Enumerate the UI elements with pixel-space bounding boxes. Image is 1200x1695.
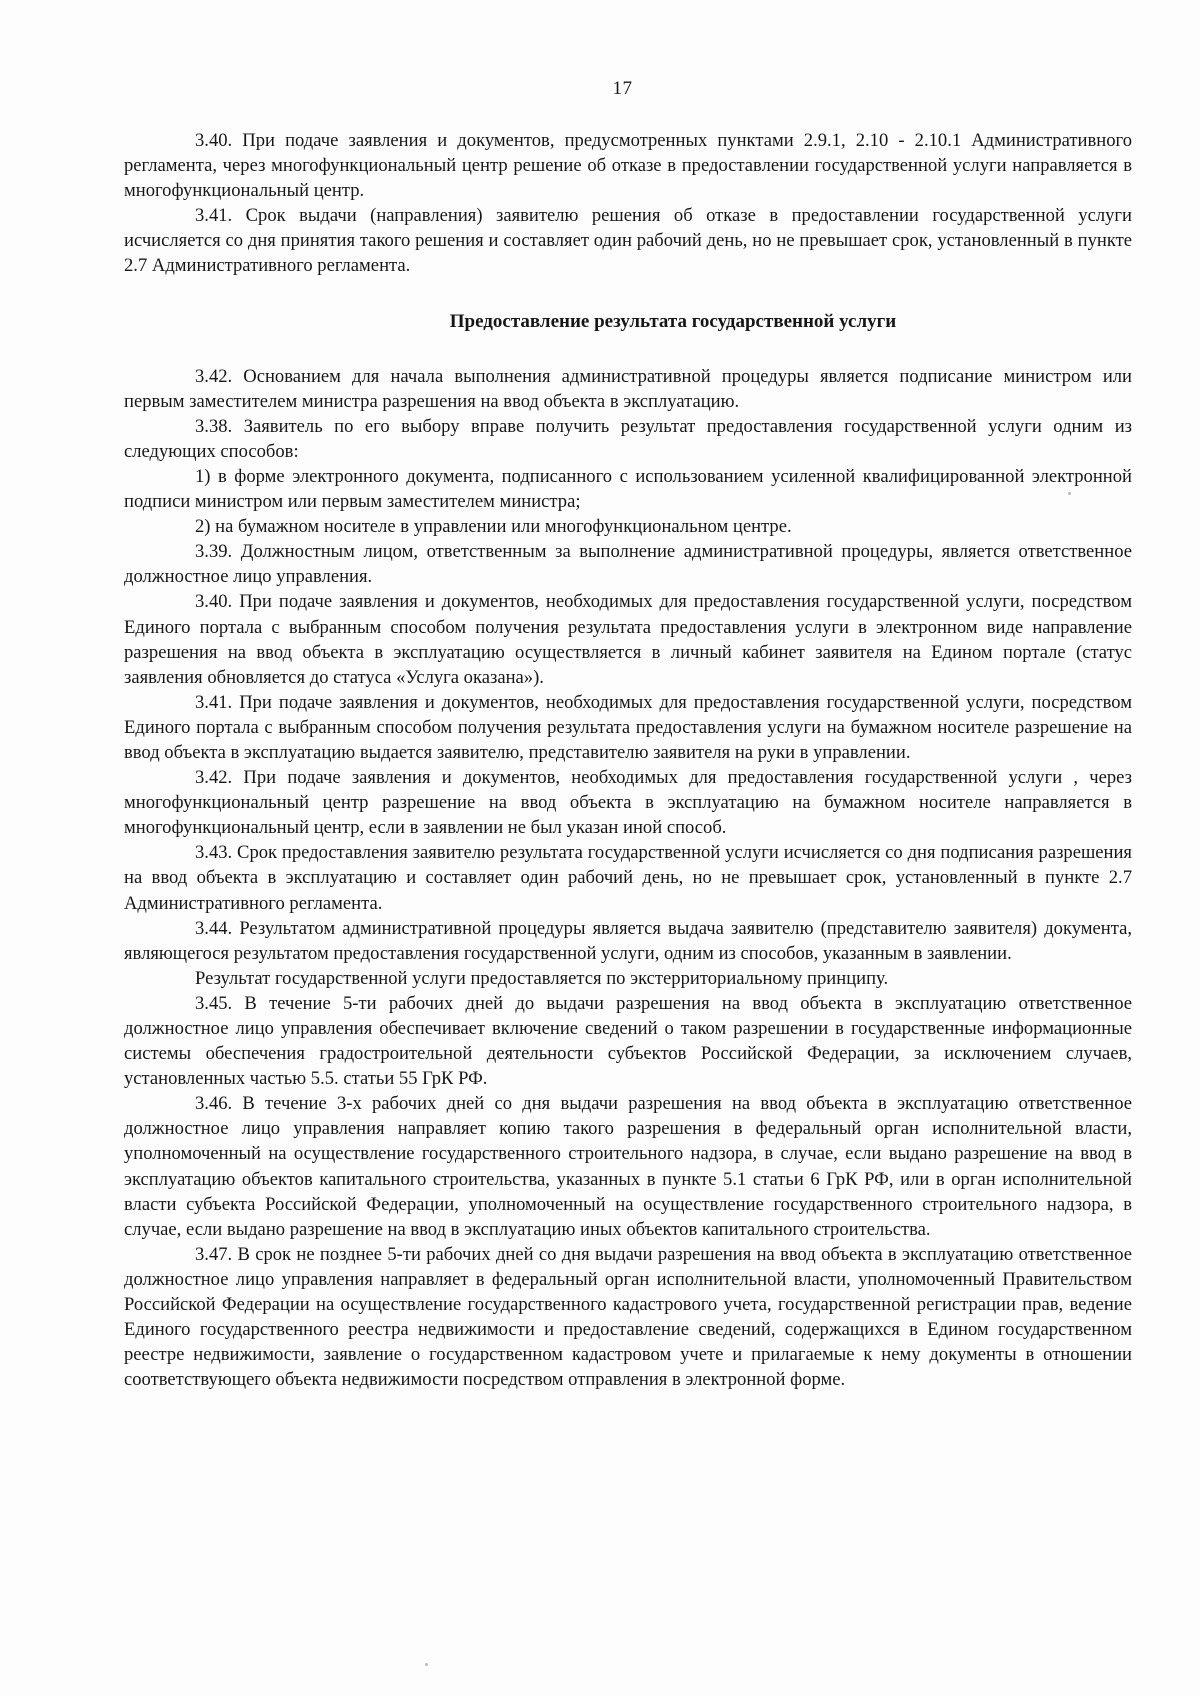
paragraph-3-47: 3.47. В срок не позднее 5-ти рабочих дней со дня выдачи разрешения на ввод объекта в эксплуатацию ответственное должностное лицо управления направляет в федеральный орган исполнительной власти, уполномоченный Правительством Российской Федерации на осуществление государственного кадастрового учета, государственной регистрации прав, ведение Единого государственного реестра недвижимости и предоставление сведений, содержащихся в Едином государственном реестре недвижимости, заявление о государственном кадастровом учете и прилагаемые к нему документы в отношении соответствующего объекта недвижимости посредством отправления в электронной форме. [124, 1243, 1132, 1391]
paragraph-3-38: 3.38. Заявитель по его выбору вправе получить результат предоставления государственной услуги одним из следующих способов: [124, 415, 1132, 462]
document-body [124, 128, 1132, 1392]
section-heading: Предоставление результата государственной услуги [449, 310, 897, 332]
scan-speck [425, 1663, 428, 1666]
scan-speck [1068, 492, 1071, 495]
paragraph-3-45: 3.45. В течение 5-ти рабочих дней до выдачи разрешения на ввод объекта в эксплуатацию ответственное должностное лицо управления обеспечивает включение сведений о таком разрешении в государственные информационные системы обеспечения градостроительной деятельности субъектов Российской Федерации, за исключением случаев, установленных частью 5.5. статьи 55 ГрК РФ. [124, 992, 1132, 1090]
paragraph-extraterritorial: Результат государственной услуги предоставляется по экстерриториальному принципу. [195, 967, 889, 989]
paragraph-3-42: 3.42. При подаче заявления и документов, необходимых для предоставления государственной услуги , через многофункциональный центр разрешение на ввод объекта в эксплуатацию на бумажном носителе направляется в многофункциональный центр, если в заявлении не был указан иной способ. [124, 767, 1132, 839]
paragraph-3-46: 3.46. В течение 3-х рабочих дней со дня выдачи разрешения на ввод объекта в эксплуатацию ответственное должностное лицо управления направляет копию такого разрешения в федеральный орган исполнительной власти, уполномоченный на осуществление государственного строительного надзора, в случае, если выдано разрешение на ввод в эксплуатацию объектов капитального строительства, указанных в пункте 5.1 статьи 6 ГрК РФ, или в орган исполнительной власти субъекта Российской Федерации, уполномоченный на осуществление государственного строительного надзора, в случае, если выдано разрешение на ввод в эксплуатацию иных объектов капитального строительства. [124, 1093, 1132, 1240]
paragraph-3-41: 3.41. При подаче заявления и документов, необходимых для предоставления государственной услуги, посредством Единого портала с выбранным способом получения результата предоставления услуги на бумажном носителе разрешение на ввод объекта в эксплуатацию выдается заявителю, представителю заявителя на руки в управлении. [124, 691, 1132, 763]
list-item-electronic: 1) в форме электронного документа, подписанного с использованием усиленной квалифицированной электронной подписи министром или первым заместителем министра; [124, 465, 1132, 513]
paragraph-3-43: 3.43. Срок предоставления заявителю результата государственной услуги исчисляется со дня подписания разрешения на ввод объекта в эксплуатацию и составляет один рабочий день, но не превышает срок, установленный в пункте 2.7 Административного регламента. [124, 842, 1132, 914]
paragraph-3-41-intro: 3.41. Срок выдачи (направления) заявителю решения об отказе в предоставлении государственной услуги исчисляется со дня принятия такого решения и составляет один рабочий день, но не превышает срок, установленный в пункте 2.7 Административного регламента. [124, 205, 1132, 277]
list-item-paper: 2) на бумажном носителе в управлении или многофункциональном центре. [195, 516, 792, 538]
paragraph-3-42-basis: 3.42. Основанием для начала выполнения административной процедуры является подписание министром или первым заместителем министра разрешения на ввод объекта в эксплуатацию. [124, 365, 1132, 412]
paragraph-3-40-intro: 3.40. При подаче заявления и документов, предусмотренных пунктами 2.9.1, 2.10 - 2.10.1 Административного регламента, через многофункциональный центр решение об отказе в предоставлении государственной услуги направляется в многофункциональный центр. [124, 130, 1132, 202]
page-number: 17 [612, 78, 633, 99]
paragraph-3-40: 3.40. При подаче заявления и документов, необходимых для предоставления государственной услуги, посредством Единого портала с выбранным способом получения результата предоставления услуги в электронном виде направление разрешения на ввод объекта в эксплуатацию осуществляется в личный кабинет заявителя на Едином портале (статус заявления обновляется до статуса «Услуга оказана»). [124, 591, 1132, 688]
paragraph-3-44: 3.44. Результатом административной процедуры является выдача заявителю (представителю заявителя) документа, являющегося результатом предоставления государственной услуги, одним из способов, указанным в заявлении. [124, 917, 1132, 964]
paragraph-3-39: 3.39. Должностным лицом, ответственным за выполнение административной процедуры, является ответственное должностное лицо управления. [124, 541, 1132, 588]
